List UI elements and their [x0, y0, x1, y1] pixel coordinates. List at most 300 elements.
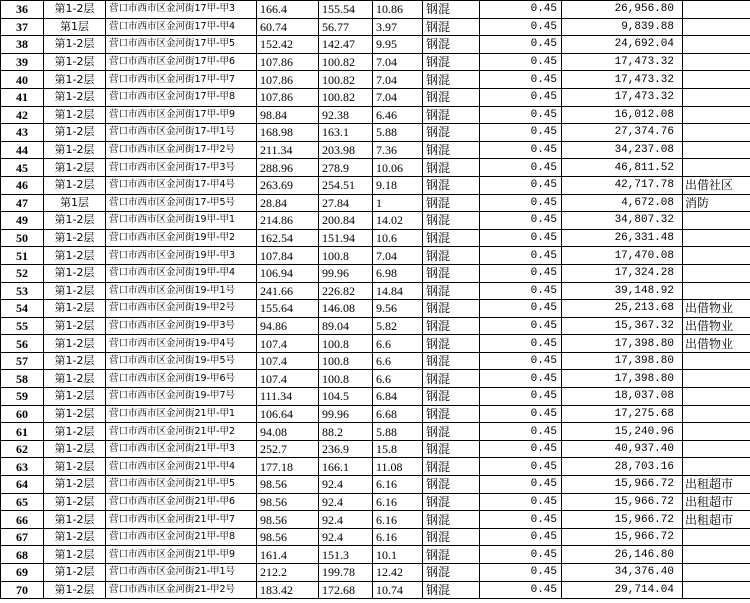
building-area-cell: 166.4 [257, 1, 319, 19]
row-number-cell: 68 [1, 546, 44, 564]
usable-area-cell: 92.4 [319, 528, 373, 546]
row-number-cell: 61 [1, 423, 44, 441]
row-number-cell: 66 [1, 511, 44, 529]
amount-cell: 9,839.88 [562, 18, 683, 36]
shared-area-cell: 7.04 [373, 88, 423, 106]
building-area-cell: 107.86 [257, 53, 319, 71]
structure-cell: 钢混 [423, 229, 480, 247]
table-row [1, 264, 750, 282]
table-row [1, 370, 750, 388]
row-number-cell: 49 [1, 212, 44, 230]
structure-cell: 钢混 [423, 458, 480, 476]
remark-cell [683, 141, 750, 159]
remark-cell [683, 370, 750, 388]
row-number-cell: 39 [1, 53, 44, 71]
structure-cell: 钢混 [423, 581, 480, 599]
amount-cell: 39,148.92 [562, 282, 683, 300]
floor-cell: 第1-2层 [44, 423, 106, 441]
shared-area-cell: 6.16 [373, 528, 423, 546]
rate-cell: 0.45 [480, 317, 562, 335]
shared-area-cell: 7.04 [373, 53, 423, 71]
amount-cell: 15,367.32 [562, 317, 683, 335]
structure-cell: 钢混 [423, 18, 480, 36]
usable-area-cell: 100.8 [319, 247, 373, 265]
rate-cell: 0.45 [480, 282, 562, 300]
table-row [1, 124, 750, 142]
address-cell: 营口市西市区金河街19-甲5号 [106, 352, 257, 370]
row-number-cell: 36 [1, 1, 44, 19]
table-row [1, 440, 750, 458]
address-cell: 营口市西市区金河街19-甲3号 [106, 317, 257, 335]
remark-cell [683, 88, 750, 106]
shared-area-cell: 5.88 [373, 124, 423, 142]
shared-area-cell: 1 [373, 194, 423, 212]
building-area-cell: 168.98 [257, 124, 319, 142]
shared-area-cell: 12.42 [373, 564, 423, 582]
row-number-cell: 52 [1, 264, 44, 282]
table-row [1, 300, 750, 318]
table-row [1, 317, 750, 335]
building-area-cell: 106.94 [257, 264, 319, 282]
rate-cell: 0.45 [480, 300, 562, 318]
amount-cell: 15,966.72 [562, 528, 683, 546]
floor-cell: 第1-2层 [44, 124, 106, 142]
remark-cell [683, 264, 750, 282]
amount-cell: 17,470.08 [562, 247, 683, 265]
floor-cell: 第1-2层 [44, 458, 106, 476]
remark-cell: 出租超市 [683, 511, 750, 529]
address-cell: 营口市西市区金河街21-甲1号 [106, 564, 257, 582]
usable-area-cell: 166.1 [319, 458, 373, 476]
rate-cell: 0.45 [480, 124, 562, 142]
floor-cell: 第1-2层 [44, 335, 106, 353]
structure-cell: 钢混 [423, 370, 480, 388]
floor-cell: 第1-2层 [44, 511, 106, 529]
address-cell: 营口市西市区金河街21甲-甲3 [106, 440, 257, 458]
usable-area-cell: 146.08 [319, 300, 373, 318]
rate-cell: 0.45 [480, 458, 562, 476]
rate-cell: 0.45 [480, 264, 562, 282]
usable-area-cell: 278.9 [319, 159, 373, 177]
shared-area-cell: 7.04 [373, 247, 423, 265]
floor-cell: 第1-2层 [44, 282, 106, 300]
table-row [1, 388, 750, 406]
floor-cell: 第1-2层 [44, 581, 106, 599]
table-row [1, 36, 750, 54]
building-area-cell: 263.69 [257, 176, 319, 194]
usable-area-cell: 100.8 [319, 370, 373, 388]
usable-area-cell: 100.8 [319, 335, 373, 353]
amount-cell: 34,376.40 [562, 564, 683, 582]
row-number-cell: 60 [1, 405, 44, 423]
floor-cell: 第1-2层 [44, 71, 106, 89]
amount-cell: 46,811.52 [562, 159, 683, 177]
rate-cell: 0.45 [480, 423, 562, 441]
floor-cell: 第1-2层 [44, 405, 106, 423]
shared-area-cell: 6.6 [373, 352, 423, 370]
usable-area-cell: 254.51 [319, 176, 373, 194]
structure-cell: 钢混 [423, 1, 480, 19]
table-row [1, 511, 750, 529]
remark-cell: 出借社区 [683, 176, 750, 194]
amount-cell: 17,473.32 [562, 88, 683, 106]
amount-cell: 18,037.08 [562, 388, 683, 406]
building-area-cell: 107.4 [257, 352, 319, 370]
remark-cell [683, 458, 750, 476]
floor-cell: 第1-2层 [44, 36, 106, 54]
usable-area-cell: 151.94 [319, 229, 373, 247]
usable-area-cell: 27.84 [319, 194, 373, 212]
usable-area-cell: 155.54 [319, 1, 373, 19]
row-number-cell: 37 [1, 18, 44, 36]
structure-cell: 钢混 [423, 493, 480, 511]
shared-area-cell: 6.6 [373, 335, 423, 353]
row-number-cell: 43 [1, 124, 44, 142]
remark-cell: 出借物业 [683, 317, 750, 335]
floor-cell: 第1-2层 [44, 88, 106, 106]
row-number-cell: 63 [1, 458, 44, 476]
table-row [1, 176, 750, 194]
remark-cell [683, 581, 750, 599]
address-cell: 营口市西市区金河街17甲-甲5 [106, 36, 257, 54]
amount-cell: 17,398.80 [562, 352, 683, 370]
row-number-cell: 45 [1, 159, 44, 177]
building-area-cell: 155.64 [257, 300, 319, 318]
structure-cell: 钢混 [423, 247, 480, 265]
building-area-cell: 98.84 [257, 106, 319, 124]
structure-cell: 钢混 [423, 88, 480, 106]
building-area-cell: 98.56 [257, 476, 319, 494]
structure-cell: 钢混 [423, 71, 480, 89]
address-cell: 营口市西市区金河街21甲-甲5 [106, 476, 257, 494]
remark-cell [683, 546, 750, 564]
shared-area-cell: 7.36 [373, 141, 423, 159]
amount-cell: 28,703.16 [562, 458, 683, 476]
row-number-cell: 58 [1, 370, 44, 388]
rate-cell: 0.45 [480, 476, 562, 494]
remark-cell [683, 124, 750, 142]
usable-area-cell: 203.98 [319, 141, 373, 159]
row-number-cell: 41 [1, 88, 44, 106]
building-area-cell: 98.56 [257, 528, 319, 546]
floor-cell: 第1-2层 [44, 388, 106, 406]
usable-area-cell: 92.38 [319, 106, 373, 124]
row-number-cell: 40 [1, 71, 44, 89]
row-number-cell: 62 [1, 440, 44, 458]
shared-area-cell: 7.04 [373, 71, 423, 89]
remark-cell: 出借物业 [683, 335, 750, 353]
row-number-cell: 67 [1, 528, 44, 546]
building-area-cell: 107.86 [257, 88, 319, 106]
table-row [1, 212, 750, 230]
building-area-cell: 98.56 [257, 511, 319, 529]
shared-area-cell: 3.97 [373, 18, 423, 36]
structure-cell: 钢混 [423, 564, 480, 582]
remark-cell [683, 440, 750, 458]
rate-cell: 0.45 [480, 176, 562, 194]
shared-area-cell: 5.88 [373, 423, 423, 441]
shared-area-cell: 6.98 [373, 264, 423, 282]
remark-cell [683, 1, 750, 19]
row-number-cell: 51 [1, 247, 44, 265]
address-cell: 营口市西市区金河街21甲-甲7 [106, 511, 257, 529]
rate-cell: 0.45 [480, 440, 562, 458]
table-row [1, 458, 750, 476]
row-number-cell: 55 [1, 317, 44, 335]
building-area-cell: 94.08 [257, 423, 319, 441]
remark-cell [683, 212, 750, 230]
usable-area-cell: 99.96 [319, 405, 373, 423]
building-area-cell: 241.66 [257, 282, 319, 300]
remark-cell: 出租超市 [683, 476, 750, 494]
structure-cell: 钢混 [423, 282, 480, 300]
usable-area-cell: 89.04 [319, 317, 373, 335]
rate-cell: 0.45 [480, 564, 562, 582]
structure-cell: 钢混 [423, 194, 480, 212]
floor-cell: 第1-2层 [44, 300, 106, 318]
structure-cell: 钢混 [423, 476, 480, 494]
amount-cell: 17,473.32 [562, 71, 683, 89]
address-cell: 营口市西市区金河街17甲-甲3 [106, 1, 257, 19]
table-row [1, 476, 750, 494]
structure-cell: 钢混 [423, 335, 480, 353]
address-cell: 营口市西市区金河街21甲-甲8 [106, 528, 257, 546]
floor-cell: 第1-2层 [44, 106, 106, 124]
remark-cell [683, 388, 750, 406]
address-cell: 营口市西市区金河街19甲-甲2 [106, 229, 257, 247]
shared-area-cell: 14.84 [373, 282, 423, 300]
rate-cell: 0.45 [480, 141, 562, 159]
usable-area-cell: 99.96 [319, 264, 373, 282]
amount-cell: 26,956.80 [562, 1, 683, 19]
row-number-cell: 53 [1, 282, 44, 300]
amount-cell: 26,331.48 [562, 229, 683, 247]
amount-cell: 15,966.72 [562, 476, 683, 494]
table-row [1, 141, 750, 159]
rate-cell: 0.45 [480, 370, 562, 388]
table-body [1, 1, 750, 599]
amount-cell: 16,012.08 [562, 106, 683, 124]
remark-cell: 出借物业 [683, 300, 750, 318]
shared-area-cell: 6.68 [373, 405, 423, 423]
address-cell: 营口市西市区金河街17-甲5号 [106, 194, 257, 212]
shared-area-cell: 9.18 [373, 176, 423, 194]
address-cell: 营口市西市区金河街17甲-甲9 [106, 106, 257, 124]
building-area-cell: 98.56 [257, 493, 319, 511]
table-row [1, 1, 750, 19]
table-row [1, 546, 750, 564]
remark-cell [683, 352, 750, 370]
usable-area-cell: 92.4 [319, 476, 373, 494]
usable-area-cell: 92.4 [319, 511, 373, 529]
address-cell: 营口市西市区金河街17-甲4号 [106, 176, 257, 194]
structure-cell: 钢混 [423, 440, 480, 458]
shared-area-cell: 10.6 [373, 229, 423, 247]
remark-cell [683, 564, 750, 582]
rate-cell: 0.45 [480, 88, 562, 106]
address-cell: 营口市西市区金河街17-甲1号 [106, 124, 257, 142]
amount-cell: 15,240.96 [562, 423, 683, 441]
amount-cell: 42,717.78 [562, 176, 683, 194]
amount-cell: 17,275.68 [562, 405, 683, 423]
building-area-cell: 288.96 [257, 159, 319, 177]
table-row [1, 405, 750, 423]
building-area-cell: 111.34 [257, 388, 319, 406]
building-area-cell: 107.4 [257, 370, 319, 388]
building-area-cell: 94.86 [257, 317, 319, 335]
address-cell: 营口市西市区金河街19-甲6号 [106, 370, 257, 388]
structure-cell: 钢混 [423, 212, 480, 230]
table-row [1, 53, 750, 71]
shared-area-cell: 9.56 [373, 300, 423, 318]
floor-cell: 第1-2层 [44, 53, 106, 71]
amount-cell: 34,807.32 [562, 212, 683, 230]
address-cell: 营口市西市区金河街19-甲7号 [106, 388, 257, 406]
building-area-cell: 107.4 [257, 335, 319, 353]
structure-cell: 钢混 [423, 546, 480, 564]
floor-cell: 第1-2层 [44, 247, 106, 265]
usable-area-cell: 92.4 [319, 493, 373, 511]
address-cell: 营口市西市区金河街21甲-甲6 [106, 493, 257, 511]
remark-cell [683, 229, 750, 247]
shared-area-cell: 6.16 [373, 511, 423, 529]
usable-area-cell: 100.82 [319, 53, 373, 71]
rate-cell: 0.45 [480, 71, 562, 89]
usable-area-cell: 199.78 [319, 564, 373, 582]
row-number-cell: 38 [1, 36, 44, 54]
rate-cell: 0.45 [480, 493, 562, 511]
building-area-cell: 177.18 [257, 458, 319, 476]
shared-area-cell: 10.1 [373, 546, 423, 564]
amount-cell: 17,398.80 [562, 335, 683, 353]
building-area-cell: 161.4 [257, 546, 319, 564]
floor-cell: 第1-2层 [44, 159, 106, 177]
floor-cell: 第1层 [44, 18, 106, 36]
address-cell: 营口市西市区金河街17甲-甲4 [106, 18, 257, 36]
building-area-cell: 162.54 [257, 229, 319, 247]
building-area-cell: 28.84 [257, 194, 319, 212]
usable-area-cell: 163.1 [319, 124, 373, 142]
table-row [1, 581, 750, 599]
row-number-cell: 47 [1, 194, 44, 212]
rate-cell: 0.45 [480, 388, 562, 406]
structure-cell: 钢混 [423, 53, 480, 71]
table-row [1, 493, 750, 511]
rate-cell: 0.45 [480, 528, 562, 546]
shared-area-cell: 5.82 [373, 317, 423, 335]
structure-cell: 钢混 [423, 141, 480, 159]
building-area-cell: 211.34 [257, 141, 319, 159]
structure-cell: 钢混 [423, 511, 480, 529]
table-row [1, 335, 750, 353]
floor-cell: 第1-2层 [44, 546, 106, 564]
shared-area-cell: 6.16 [373, 476, 423, 494]
remark-cell [683, 106, 750, 124]
building-area-cell: 183.42 [257, 581, 319, 599]
rate-cell: 0.45 [480, 581, 562, 599]
rate-cell: 0.45 [480, 36, 562, 54]
remark-cell: 消防 [683, 194, 750, 212]
floor-cell: 第1-2层 [44, 176, 106, 194]
structure-cell: 钢混 [423, 176, 480, 194]
table-row [1, 282, 750, 300]
address-cell: 营口市西市区金河街21-甲2号 [106, 581, 257, 599]
rate-cell: 0.45 [480, 159, 562, 177]
amount-cell: 4,672.08 [562, 194, 683, 212]
row-number-cell: 64 [1, 476, 44, 494]
address-cell: 营口市西市区金河街21甲-甲2 [106, 423, 257, 441]
structure-cell: 钢混 [423, 317, 480, 335]
rate-cell: 0.45 [480, 106, 562, 124]
floor-cell: 第1-2层 [44, 440, 106, 458]
table-row [1, 106, 750, 124]
floor-cell: 第1-2层 [44, 352, 106, 370]
address-cell: 营口市西市区金河街17甲-甲8 [106, 88, 257, 106]
amount-cell: 24,692.04 [562, 36, 683, 54]
address-cell: 营口市西市区金河街19甲-甲4 [106, 264, 257, 282]
rate-cell: 0.45 [480, 53, 562, 71]
usable-area-cell: 236.9 [319, 440, 373, 458]
structure-cell: 钢混 [423, 405, 480, 423]
floor-cell: 第1-2层 [44, 1, 106, 19]
rate-cell: 0.45 [480, 546, 562, 564]
remark-cell [683, 53, 750, 71]
floor-cell: 第1层 [44, 194, 106, 212]
floor-cell: 第1-2层 [44, 141, 106, 159]
floor-cell: 第1-2层 [44, 493, 106, 511]
row-number-cell: 44 [1, 141, 44, 159]
structure-cell: 钢混 [423, 124, 480, 142]
row-number-cell: 69 [1, 564, 44, 582]
remark-cell [683, 528, 750, 546]
remark-cell [683, 18, 750, 36]
remark-cell [683, 405, 750, 423]
rate-cell: 0.45 [480, 335, 562, 353]
building-area-cell: 107.84 [257, 247, 319, 265]
address-cell: 营口市西市区金河街21甲-甲4 [106, 458, 257, 476]
remark-cell [683, 247, 750, 265]
usable-area-cell: 56.77 [319, 18, 373, 36]
address-cell: 营口市西市区金河街17-甲3号 [106, 159, 257, 177]
row-number-cell: 65 [1, 493, 44, 511]
amount-cell: 27,374.76 [562, 124, 683, 142]
table-row [1, 71, 750, 89]
address-cell: 营口市西市区金河街19甲-甲1 [106, 212, 257, 230]
table-row [1, 18, 750, 36]
rate-cell: 0.45 [480, 405, 562, 423]
address-cell: 营口市西市区金河街19-甲2号 [106, 300, 257, 318]
building-area-cell: 107.86 [257, 71, 319, 89]
remark-cell [683, 423, 750, 441]
rate-cell: 0.45 [480, 229, 562, 247]
address-cell: 营口市西市区金河街19-甲4号 [106, 335, 257, 353]
address-cell: 营口市西市区金河街19-甲1号 [106, 282, 257, 300]
usable-area-cell: 100.82 [319, 88, 373, 106]
table-row [1, 159, 750, 177]
floor-cell: 第1-2层 [44, 264, 106, 282]
shared-area-cell: 10.06 [373, 159, 423, 177]
floor-cell: 第1-2层 [44, 229, 106, 247]
usable-area-cell: 226.82 [319, 282, 373, 300]
rate-cell: 0.45 [480, 18, 562, 36]
shared-area-cell: 6.84 [373, 388, 423, 406]
amount-cell: 26,146.80 [562, 546, 683, 564]
shared-area-cell: 14.02 [373, 212, 423, 230]
row-number-cell: 57 [1, 352, 44, 370]
table-row [1, 528, 750, 546]
rate-cell: 0.45 [480, 212, 562, 230]
rate-cell: 0.45 [480, 511, 562, 529]
